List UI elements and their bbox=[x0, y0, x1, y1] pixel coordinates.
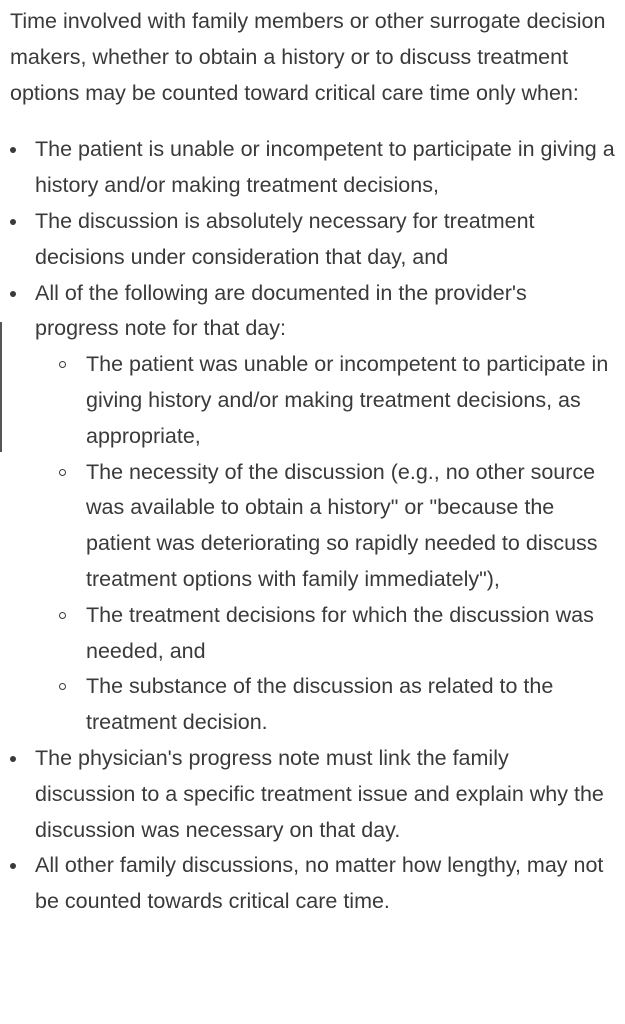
bullet-icon bbox=[10, 756, 16, 762]
sublist-item-text: The substance of the discussion as related to the treatment decision. bbox=[86, 674, 554, 735]
sublist-item-text: The treatment decisions for which the discussion was needed, and bbox=[86, 602, 594, 663]
sublist-item-text: The necessity of the discussion (e.g., no other source was available to obtain a history" or "because the patient was deteriorating so rapidly needed to discuss treatment options with family immediately"), bbox=[86, 459, 598, 591]
list-item bbox=[10, 204, 615, 276]
sublist-item-text: The patient was unable or incompetent to participate in giving history and/or making treatment decisions, as appropriate, bbox=[86, 352, 609, 448]
list-item-text: All other family discussions, no matter how lengthy, may not be counted towards critical care time. bbox=[35, 853, 604, 914]
list-item bbox=[10, 276, 615, 741]
list-item bbox=[10, 848, 615, 920]
document-body bbox=[10, 4, 615, 920]
list-item-text: All of the following are documented in the provider's progress note for that day: bbox=[35, 280, 527, 341]
list-item-text: The discussion is absolutely necessary for treatment decisions under consideration that day, and bbox=[35, 208, 535, 269]
sublist-item bbox=[35, 669, 615, 741]
list-item-text: The patient is unable or incompetent to participate in giving a history and/or making treatment decisions, bbox=[35, 137, 615, 198]
circle-bullet-icon bbox=[59, 612, 66, 619]
list-item bbox=[10, 132, 615, 204]
left-edge-marker bbox=[0, 322, 2, 452]
intro-paragraph: Time involved with family members or other surrogate decision makers, whether to obtain a history or to discuss treatment options may be counted toward critical care time only when: bbox=[10, 9, 606, 105]
criteria-list bbox=[10, 132, 615, 920]
sublist-item bbox=[35, 347, 615, 454]
bullet-icon bbox=[10, 219, 16, 225]
bullet-icon bbox=[10, 147, 16, 153]
bullet-icon bbox=[10, 291, 16, 297]
circle-bullet-icon bbox=[59, 683, 66, 690]
bullet-icon bbox=[10, 863, 16, 869]
list-item-text: The physician's progress note must link the family discussion to a specific treatment issue and explain why the discussion was necessary on that day. bbox=[35, 745, 604, 842]
circle-bullet-icon bbox=[59, 361, 66, 368]
circle-bullet-icon bbox=[59, 469, 66, 476]
documentation-sublist bbox=[35, 347, 615, 741]
list-item bbox=[10, 741, 615, 848]
sublist-item bbox=[35, 598, 615, 670]
sublist-item bbox=[35, 455, 615, 598]
